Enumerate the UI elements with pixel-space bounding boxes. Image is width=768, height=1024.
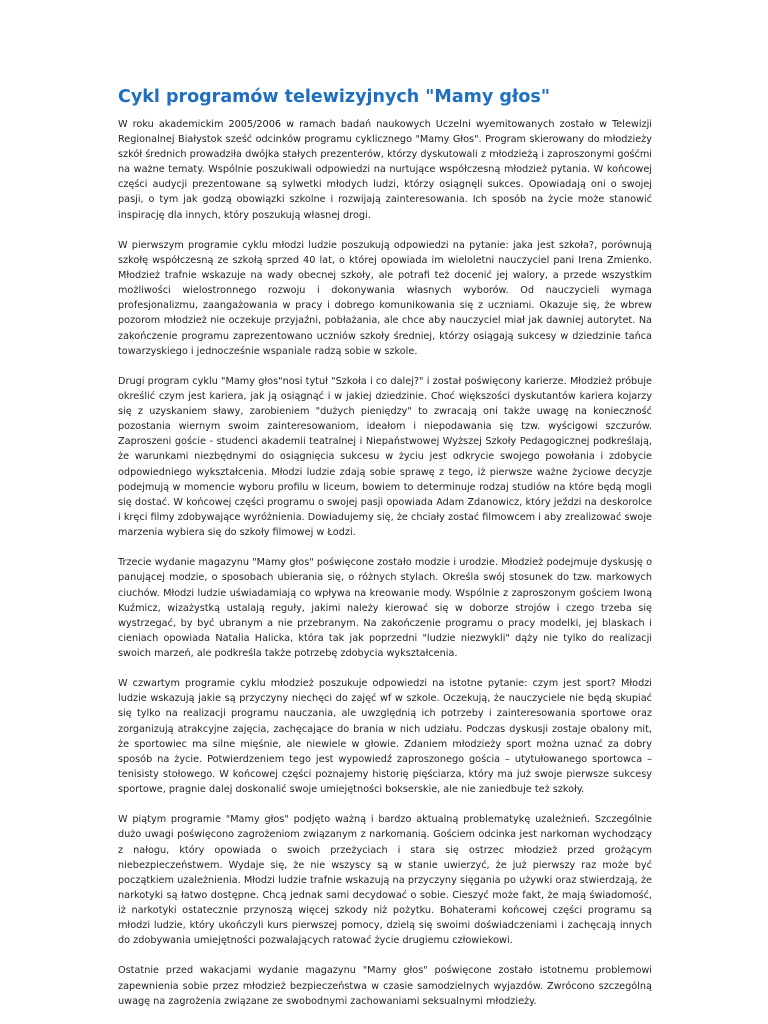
paragraph-4: Trzecie wydanie magazynu "Mamy głos" poświęcone zostało modzie i urodzie. Młodzież podejmuje dyskusję o panującej modzie, o sposobach ubierania się, o różnych stylach. Określa swój stosunek do tzw. markowych ciuchów. Młodzi ludzie uświadamiają co wpływa na kreowanie mody. Wspólnie z zaproszonym gościem Iwoną Kuźmicz, wizażystką ustalają reguły, jakimi należy kierować się w doborze strojów i czego trzeba się wystrzegać, by być ubranym a nie przebranym. Na zakończenie programu o pracy modelki, jej blaskach i cieniach opowiada Natalia Halicka, która tak jak poprzedni "ludzie niezwykli" dąży nie tylko do realizacji swoich marzeń, ale podkreśla także potrzebę zdobycia wykształcenia.	[118, 557, 652, 659]
paragraph-1: W roku akademickim 2005/2006 w ramach badań naukowych Uczelni wyemitowanych zostało w Telewizji Regionalnej Białystok sześć odcinków programu cyklicznego "Mamy Głos". Program skierowany do młodzieży szkół średnich prowadziła dwójka stałych prezenterów, którzy dyskutowali z młodzieżą i zaproszonymi gośćmi na ważne tematy. Wspólnie poszukiwali odpowiedzi na nurtujące współczesną młodzież pytania. W końcowej części audycji prezentowane są sylwetki młodych ludzi, którzy osiągnęli sukces. Opowiadają oni o swojej pasji, o tym jak godzą obowiązki szkolne i rozwijają zainteresowania. Ich sposób na życie może stanowić inspirację dla innych, który poszukują własnej drogi.	[118, 119, 652, 221]
paragraph-6: W piątym programie "Mamy głos" podjęto ważną i bardzo aktualną problematykę uzależnień. Szczególnie dużo uwagi poświęcono zagrożeniom związanym z narkomanią. Gościem odcinka jest narkoman wychodzący z nałogu, który opowiada o swoich przeżyciach i stara się ostrzec młodzież przed grożącym niebezpieczeństwem. Wydaje się, że nie wszyscy są w stanie uwierzyć, że już pierwszy raz może być początkiem uzależnienia. Młodzi ludzie trafnie wskazują na przyczyny sięgania po używki oraz stwierdzają, że narkotyki są łatwo dostępne. Chcą jednak sami decydować o sobie. Cieszyć może fakt, że mają świadomość, iż narkotyki ostatecznie przynoszą więcej szkody niż pożytku. Bohaterami końcowej części programu są młodzi ludzie, który ukończyli kurs pierwszej pomocy, dzielą się swoimi doświadczeniami i zachęcają innych do zdobywania umiejętności pozwalających ratować życie drugiemu człowiekowi.	[118, 814, 652, 947]
paragraph-5: W czwartym programie cyklu młodzież poszukuje odpowiedzi na istotne pytanie: czym jest sport? Młodzi ludzie wskazują jakie są przyczyny niechęci do zajęć wf w szkole. Oczekują, że nauczyciele nie będą skupiać się tylko na realizacji programu nauczania, ale uwzględnią ich potrzeby i zainteresowania sportowe oraz zorganizują atrakcyjne zajęcia, zachęcające do brania w nich udziału. Podczas dyskusji zostaje obalony mit, że sportowiec ma silne mięśnie, ale niewiele w głowie. Zdaniem młodzieży sport można uznać za dobry sposób na życie. Potwierdzeniem tego jest wypowiedź zaproszonego gościa – utytułowanego sportowca – tenisisty stołowego. W końcowej części poznajemy historię pięściarza, który ma już swoje pierwsze sukcesy sportowe, pragnie dalej doskonalić swoje umiejętności bokserskie, ale nie zaniedbuje też szkoły.	[118, 678, 652, 795]
paragraph-2: W pierwszym programie cyklu młodzi ludzie poszukują odpowiedzi na pytanie: jaka jest szkoła?, porównują szkołę współczesną ze szkołą sprzed 40 lat, o której opowiada im wieloletni nauczyciel pani Irena Zmienko. Młodzież trafnie wskazuje na wady obecnej szkoły, ale potrafi też docenić jej walory, a przede wszystkim możliwości wielostronnego rozwoju i dokonywania własnych wyborów. Od nauczycieli wymaga profesjonalizmu, zaangażowania w pracy i dobrego komunikowania się z uczniami. Okazuje się, że wbrew pozorom młodzież nie oczekuje przyjaźni, pobłażania, ale chce aby nauczyciel miał jak dawniej autorytet. Na zakończenie programu zaprezentowano uczniów szkoły średniej, którzy osiągają sukcesy w dziedzinie tańca towarzyskiego i jednocześnie wspaniale radzą sobie w szkole.	[118, 239, 652, 357]
article-body	[118, 117, 652, 1024]
paragraph-3: Drugi program cyklu "Mamy głos"nosi tytuł "Szkoła i co dalej?" i został poświęcony karierze. Młodzież próbuje określić czym jest kariera, jak ją osiągnąć i w jakiej dziedzinie. Choć większości dyskutantów kariera kojarzy się z uzyskaniem sławy, zarobieniem "dużych pieniędzy" to zwracają oni także uwagę na konieczność pozostania wiernym swoim zainteresowaniom, ideałom i niepodawania się tzw. wyścigowi szczurów. Zaproszeni goście - studenci akademii teatralnej i Niepaństwowej Wyższej Szkoły Pedagogicznej podkreślają, że warunkami niezbędnymi do osiągnięcia sukcesu w życiu jest odkrycie swojego powołania i zdobycie odpowiedniego wykształcenia. Młodzi ludzie zdają sobie sprawę z tego, iż pierwsze ważne życiowe decyzje podejmują w momencie wyboru profilu w liceum, bowiem to determinuje rodzaj studiów na które będą mogli się dostać. W końcowej części programu o swojej pasji opowiada Adam Zdanowicz, który jeździ na deskorolce i kręci filmy zdobywające wyróżnienia. Dowiadujemy się, że chciały zostać filmowcem i aby zrealizować swoje marzenia wybiera się do szkoły filmowej w Łodzi.	[118, 376, 652, 538]
paragraph-7: Ostatnie przed wakacjami wydanie magazynu "Mamy głos" poświęcone zostało istotnemu problemowi zapewnienia sobie przez młodzież bezpieczeństwa w czasie samodzielnych wyjazdów. Zwrócono szczególną uwagę na zagrożenia związane ze swobodnymi zachowaniami seksualnymi młodzieży.	[118, 965, 652, 1007]
page-title: Cykl programów telewizyjnych "Mamy głos"	[118, 87, 550, 107]
